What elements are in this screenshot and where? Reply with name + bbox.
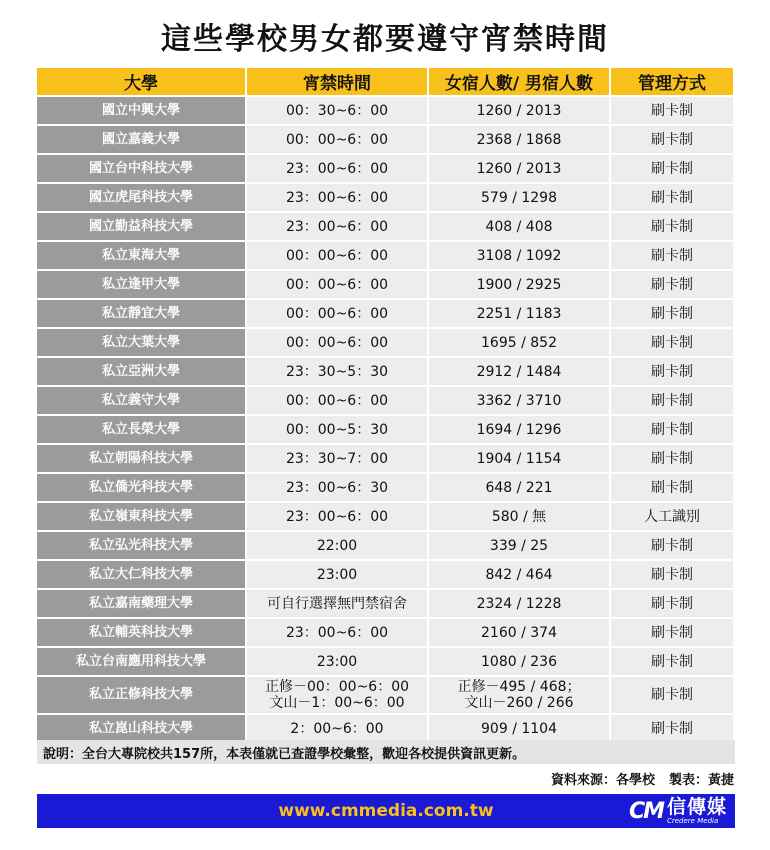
curfew-cell: 00：00~6：00 [247,271,427,298]
curfew-cell: 00：30~6：00 [247,97,427,124]
curfew-cell: 23：30~7：00 [247,445,427,472]
curfew-cell: 22:00 [247,532,427,559]
dorm-count-cell: 2912 / 1484 [429,358,609,385]
management-cell: 刷卡制 [611,445,733,472]
management-cell: 刷卡制 [611,677,733,713]
school-name-cell: 私立義守大學 [37,387,245,414]
dorm-count-cell: 3362 / 3710 [429,387,609,414]
management-cell: 刷卡制 [611,474,733,501]
table-row [37,184,735,211]
table-row [37,213,735,240]
school-name-cell: 私立逢甲大學 [37,271,245,298]
dorm-count-cell: 1694 / 1296 [429,416,609,443]
school-name-cell: 私立長榮大學 [37,416,245,443]
curfew-cell: 00：00~6：00 [247,329,427,356]
table-row [37,300,735,327]
table-header-row [37,68,735,95]
header-university: 大學 [37,68,245,95]
dorm-count-cell: 2160 / 374 [429,619,609,646]
table-row [37,358,735,385]
management-cell: 刷卡制 [611,242,733,269]
management-cell: 刷卡制 [611,126,733,153]
school-name-cell: 國立中興大學 [37,97,245,124]
curfew-cell: 00：00~6：00 [247,242,427,269]
dorm-count-cell: 579 / 1298 [429,184,609,211]
dorm-count-cell: 842 / 464 [429,561,609,588]
school-name-cell: 私立嘉南藥理大學 [37,590,245,617]
school-name-cell: 私立正修科技大學 [37,677,245,713]
header-curfew: 宵禁時間 [247,68,427,95]
school-name-cell: 國立虎尾科技大學 [37,184,245,211]
table-row [37,155,735,182]
management-cell: 刷卡制 [611,97,733,124]
management-cell: 人工識別 [611,503,733,530]
management-cell: 刷卡制 [611,648,733,675]
table-row [37,387,735,414]
dorm-count-cell: 580 / 無 [429,503,609,530]
management-cell: 刷卡制 [611,329,733,356]
management-cell: 刷卡制 [611,619,733,646]
school-name-cell: 私立嶺東科技大學 [37,503,245,530]
dorm-count-cell: 3108 / 1092 [429,242,609,269]
table-row [37,126,735,153]
management-cell: 刷卡制 [611,184,733,211]
footer-bar [37,794,735,828]
management-cell: 刷卡制 [611,715,733,742]
curfew-cell: 23:00 [247,561,427,588]
table-row [37,329,735,356]
dorm-count-cell: 648 / 221 [429,474,609,501]
data-source: 資料來源：各學校 [550,773,655,788]
table-row [37,648,735,675]
dorm-count-cell: 909 / 1104 [429,715,609,742]
dorm-count-cell: 1080 / 236 [429,648,609,675]
curfew-cell: 23：00~6：00 [247,619,427,646]
dorm-count-line: 文山－260 / 266 [464,695,574,711]
curfew-table [37,68,735,744]
curfew-cell: 00：00~6：00 [247,126,427,153]
management-cell: 刷卡制 [611,213,733,240]
table-row [37,561,735,588]
table-row [37,271,735,298]
table-row [37,590,735,617]
table-row [37,474,735,501]
school-name-cell: 國立勤益科技大學 [37,213,245,240]
management-cell: 刷卡制 [611,358,733,385]
dorm-count-cell: 2324 / 1228 [429,590,609,617]
management-cell: 刷卡制 [611,300,733,327]
table-body [37,97,735,742]
table-row [37,445,735,472]
school-name-cell: 國立台中科技大學 [37,155,245,182]
source-line [537,769,734,788]
dorm-count-cell: 339 / 25 [429,532,609,559]
table-row [37,677,735,713]
table-row [37,416,735,443]
logo-english-name: Credere Media [666,817,719,825]
logo-chinese-name: 信傳媒 [666,796,727,818]
management-cell: 刷卡制 [611,561,733,588]
school-name-cell: 私立輔英科技大學 [37,619,245,646]
school-name-cell: 私立台南應用科技大學 [37,648,245,675]
dorm-count-cell: 1695 / 852 [429,329,609,356]
table-row [37,97,735,124]
table-row [37,503,735,530]
curfew-cell: 23:00 [247,648,427,675]
brand-logo [629,797,727,825]
school-name-cell: 私立東海大學 [37,242,245,269]
curfew-cell: 23：00~6：30 [247,474,427,501]
table-author: 製表：黃捷 [668,773,734,788]
dorm-count-cell: 1904 / 1154 [429,445,609,472]
school-name-cell: 私立大葉大學 [37,329,245,356]
curfew-cell: 00：00~6：00 [247,300,427,327]
dorm-count-cell: 1900 / 2925 [429,271,609,298]
curfew-cell: 2：00~6：00 [247,715,427,742]
curfew-cell: 23：30~5：30 [247,358,427,385]
management-cell: 刷卡制 [611,590,733,617]
management-cell: 刷卡制 [611,155,733,182]
dorm-count-cell: 1260 / 2013 [429,155,609,182]
curfew-cell: 23：00~6：00 [247,503,427,530]
dorm-count-cell: 2251 / 1183 [429,300,609,327]
management-cell: 刷卡制 [611,532,733,559]
dorm-count-cell: 2368 / 1868 [429,126,609,153]
cm-logo-icon: CM [628,798,663,824]
header-management: 管理方式 [611,68,733,95]
dorm-count-cell [429,677,609,713]
school-name-cell: 私立朝陽科技大學 [37,445,245,472]
table-row [37,532,735,559]
curfew-cell: 00：00~6：00 [247,387,427,414]
dorm-count-line: 正修－495 / 468； [457,679,581,695]
note: 說明：全台大專院校共157所，本表僅就已查證學校彙整，歡迎各校提供資訊更新。 [37,740,735,764]
page-title: 這些學校男女都要遵守宵禁時間 [161,22,609,57]
table-row [37,619,735,646]
curfew-line: 正修－00：00~6：00 [264,679,410,695]
curfew-cell: 00：00~5：30 [247,416,427,443]
management-cell: 刷卡制 [611,271,733,298]
curfew-cell: 23：00~6：00 [247,155,427,182]
table-row [37,242,735,269]
school-name-cell: 私立亞洲大學 [37,358,245,385]
school-name-cell: 私立僑光科技大學 [37,474,245,501]
curfew-cell: 可自行選擇無門禁宿舍 [247,590,427,617]
school-name-cell: 私立靜宜大學 [37,300,245,327]
school-name-cell: 私立崑山科技大學 [37,715,245,742]
dorm-count-cell: 408 / 408 [429,213,609,240]
header-dorm-count: 女宿人數/ 男宿人數 [429,68,609,95]
dorm-count-cell: 1260 / 2013 [429,97,609,124]
school-name-cell: 私立弘光科技大學 [37,532,245,559]
management-cell: 刷卡制 [611,416,733,443]
website-link[interactable]: www.cmmedia.com.tw [278,801,494,821]
table-row [37,715,735,742]
school-name-cell: 國立嘉義大學 [37,126,245,153]
curfew-cell: 23：00~6：00 [247,184,427,211]
school-name-cell: 私立大仁科技大學 [37,561,245,588]
curfew-line: 文山－1：00~6：00 [269,695,405,711]
management-cell: 刷卡制 [611,387,733,414]
curfew-cell [247,677,427,713]
curfew-cell: 23：00~6：00 [247,213,427,240]
